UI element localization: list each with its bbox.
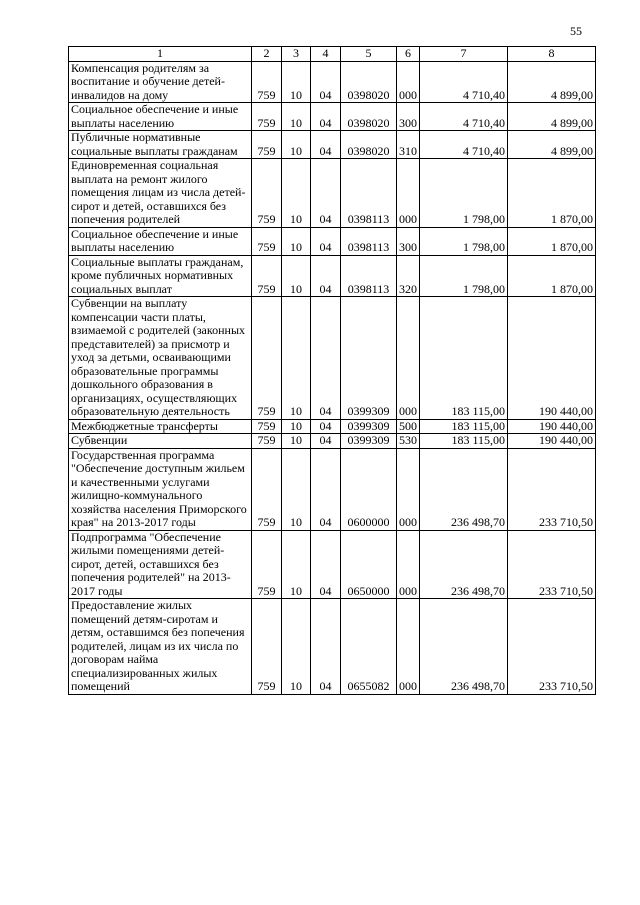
header-cell: 1 xyxy=(69,47,252,62)
amount-col8-cell: 190 440,00 xyxy=(508,297,596,420)
amount-col8-cell: 1 870,00 xyxy=(508,227,596,255)
amount-col8-cell: 233 710,50 xyxy=(508,530,596,599)
target-article-cell: 0398113 xyxy=(341,159,397,228)
table-row xyxy=(69,255,596,297)
section-code-cell: 10 xyxy=(282,434,311,449)
amount-col7-cell: 4 710,40 xyxy=(420,131,508,159)
row-name-cell: Субвенции xyxy=(69,434,252,449)
header-cell: 3 xyxy=(282,47,311,62)
target-article-cell: 0398020 xyxy=(341,61,397,103)
amount-col8-cell: 190 440,00 xyxy=(508,419,596,434)
target-article-cell: 0399309 xyxy=(341,434,397,449)
amount-col8-cell: 233 710,50 xyxy=(508,599,596,695)
header-cell: 8 xyxy=(508,47,596,62)
table-row xyxy=(69,159,596,228)
admin-code-cell: 759 xyxy=(252,131,282,159)
row-name-cell: Единовременная социальная выплата на ремонт жилого помещения лицам из числа детей-сирот и детей, оставшихся без попечения родителей xyxy=(69,159,252,228)
amount-col8-cell: 1 870,00 xyxy=(508,255,596,297)
section-code-cell: 10 xyxy=(282,227,311,255)
table-row xyxy=(69,103,596,131)
table-row xyxy=(69,61,596,103)
row-name-cell: Социальные выплаты гражданам, кроме публичных нормативных социальных выплат xyxy=(69,255,252,297)
section-code-cell: 10 xyxy=(282,297,311,420)
amount-col8-cell: 4 899,00 xyxy=(508,131,596,159)
expense-type-cell: 300 xyxy=(397,227,420,255)
expense-type-cell: 000 xyxy=(397,297,420,420)
subsection-code-cell: 04 xyxy=(311,159,341,228)
expense-type-cell: 000 xyxy=(397,448,420,530)
amount-col7-cell: 236 498,70 xyxy=(420,448,508,530)
subsection-code-cell: 04 xyxy=(311,530,341,599)
target-article-cell: 0600000 xyxy=(341,448,397,530)
expense-type-cell: 310 xyxy=(397,131,420,159)
section-code-cell: 10 xyxy=(282,419,311,434)
table-row xyxy=(69,448,596,530)
section-code-cell: 10 xyxy=(282,599,311,695)
admin-code-cell: 759 xyxy=(252,448,282,530)
header-cell: 5 xyxy=(341,47,397,62)
target-article-cell: 0650000 xyxy=(341,530,397,599)
amount-col8-cell: 190 440,00 xyxy=(508,434,596,449)
admin-code-cell: 759 xyxy=(252,434,282,449)
subsection-code-cell: 04 xyxy=(311,227,341,255)
expense-type-cell: 000 xyxy=(397,530,420,599)
admin-code-cell: 759 xyxy=(252,419,282,434)
header-cell: 7 xyxy=(420,47,508,62)
subsection-code-cell: 04 xyxy=(311,131,341,159)
subsection-code-cell: 04 xyxy=(311,103,341,131)
subsection-code-cell: 04 xyxy=(311,448,341,530)
header-cell: 4 xyxy=(311,47,341,62)
table-row xyxy=(69,434,596,449)
amount-col8-cell: 233 710,50 xyxy=(508,448,596,530)
header-cell: 2 xyxy=(252,47,282,62)
subsection-code-cell: 04 xyxy=(311,419,341,434)
table-row xyxy=(69,297,596,420)
expense-type-cell: 320 xyxy=(397,255,420,297)
row-name-cell: Публичные нормативные социальные выплаты гражданам xyxy=(69,131,252,159)
amount-col7-cell: 1 798,00 xyxy=(420,227,508,255)
target-article-cell: 0655082 xyxy=(341,599,397,695)
row-name-cell: Социальное обеспечение и иные выплаты населению xyxy=(69,227,252,255)
amount-col7-cell: 183 115,00 xyxy=(420,297,508,420)
section-code-cell: 10 xyxy=(282,61,311,103)
row-name-cell: Межбюджетные трансферты xyxy=(69,419,252,434)
admin-code-cell: 759 xyxy=(252,227,282,255)
target-article-cell: 0398020 xyxy=(341,131,397,159)
amount-col7-cell: 236 498,70 xyxy=(420,530,508,599)
expense-type-cell: 000 xyxy=(397,61,420,103)
budget-table xyxy=(68,46,596,695)
table-header-row xyxy=(69,47,596,62)
amount-col8-cell: 1 870,00 xyxy=(508,159,596,228)
admin-code-cell: 759 xyxy=(252,159,282,228)
amount-col8-cell: 4 899,00 xyxy=(508,103,596,131)
subsection-code-cell: 04 xyxy=(311,255,341,297)
table-row xyxy=(69,530,596,599)
table-row xyxy=(69,227,596,255)
section-code-cell: 10 xyxy=(282,255,311,297)
row-name-cell: Предоставление жилых помещений детям-сиротам и детям, оставшимся без попечения родителей, лицам из их числа по договорам найма специализированных жилых помещений xyxy=(69,599,252,695)
admin-code-cell: 759 xyxy=(252,61,282,103)
target-article-cell: 0398113 xyxy=(341,227,397,255)
section-code-cell: 10 xyxy=(282,131,311,159)
page-number: 55 xyxy=(570,24,582,38)
expense-type-cell: 000 xyxy=(397,159,420,228)
expense-type-cell: 530 xyxy=(397,434,420,449)
admin-code-cell: 759 xyxy=(252,255,282,297)
admin-code-cell: 759 xyxy=(252,103,282,131)
expense-type-cell: 300 xyxy=(397,103,420,131)
row-name-cell: Государственная программа "Обеспечение доступным жильем и качественными услугами жилищно-коммунального хозяйства населения Приморского края" на 2013-2017 годы xyxy=(69,448,252,530)
amount-col7-cell: 183 115,00 xyxy=(420,419,508,434)
section-code-cell: 10 xyxy=(282,159,311,228)
table-row xyxy=(69,599,596,695)
amount-col7-cell: 1 798,00 xyxy=(420,159,508,228)
subsection-code-cell: 04 xyxy=(311,297,341,420)
subsection-code-cell: 04 xyxy=(311,61,341,103)
row-name-cell: Подпрограмма "Обеспечение жилыми помещениями детей-сирот, детей, оставшихся без попечения родителей" на 2013-2017 годы xyxy=(69,530,252,599)
table-row xyxy=(69,419,596,434)
row-name-cell: Социальное обеспечение и иные выплаты населению xyxy=(69,103,252,131)
target-article-cell: 0398020 xyxy=(341,103,397,131)
amount-col7-cell: 1 798,00 xyxy=(420,255,508,297)
row-name-cell: Субвенции на выплату компенсации части платы, взимаемой с родителей (законных представителей) за присмотр и уход за детьми, осваивающими образовательные программы дошкольного образования в организациях, осуществляющих образовательную деятельность xyxy=(69,297,252,420)
amount-col7-cell: 236 498,70 xyxy=(420,599,508,695)
admin-code-cell: 759 xyxy=(252,297,282,420)
amount-col7-cell: 4 710,40 xyxy=(420,61,508,103)
target-article-cell: 0399309 xyxy=(341,419,397,434)
target-article-cell: 0399309 xyxy=(341,297,397,420)
admin-code-cell: 759 xyxy=(252,599,282,695)
expense-type-cell: 500 xyxy=(397,419,420,434)
target-article-cell: 0398113 xyxy=(341,255,397,297)
expense-type-cell: 000 xyxy=(397,599,420,695)
amount-col7-cell: 183 115,00 xyxy=(420,434,508,449)
admin-code-cell: 759 xyxy=(252,530,282,599)
table-row xyxy=(69,131,596,159)
amount-col7-cell: 4 710,40 xyxy=(420,103,508,131)
subsection-code-cell: 04 xyxy=(311,434,341,449)
row-name-cell: Компенсация родителям за воспитание и обучение детей-инвалидов на дому xyxy=(69,61,252,103)
section-code-cell: 10 xyxy=(282,530,311,599)
amount-col8-cell: 4 899,00 xyxy=(508,61,596,103)
subsection-code-cell: 04 xyxy=(311,599,341,695)
section-code-cell: 10 xyxy=(282,103,311,131)
header-cell: 6 xyxy=(397,47,420,62)
section-code-cell: 10 xyxy=(282,448,311,530)
